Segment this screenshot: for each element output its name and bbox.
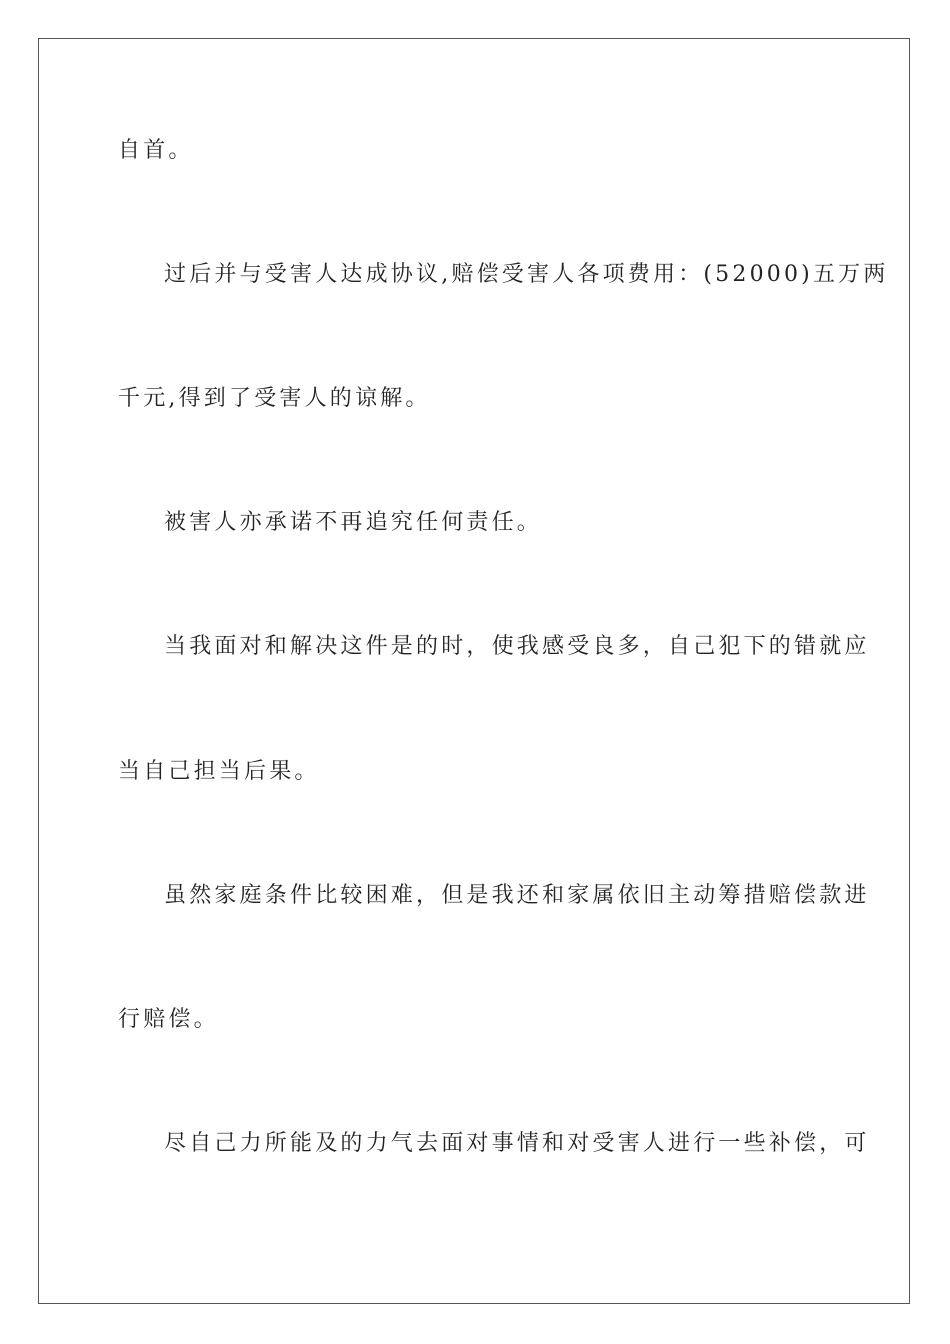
paragraph-line: 尽自己力所能及的力气去面对事情和对受害人进行一些补偿，可 [164, 1131, 870, 1156]
paragraph-line: 过后并与受害人达成协议,赔偿受害人各项费用：(52000)五万两 [164, 262, 889, 287]
paragraph-line: 当我面对和解决这件是的时，使我感受良多，自己犯下的错就应 [164, 634, 870, 659]
text-line: 当自己担当后果。 [118, 759, 320, 784]
text-line: 自首。 [118, 138, 194, 163]
paragraph-line: 被害人亦承诺不再追究任何责任。 [164, 510, 543, 535]
page-frame [38, 38, 910, 1304]
text-line: 千元,得到了受害人的谅解。 [118, 386, 431, 411]
paragraph-line: 虽然家庭条件比较困难，但是我还和家属依旧主动筹措赔偿款进 [164, 883, 870, 908]
text-line: 行赔偿。 [118, 1007, 219, 1032]
